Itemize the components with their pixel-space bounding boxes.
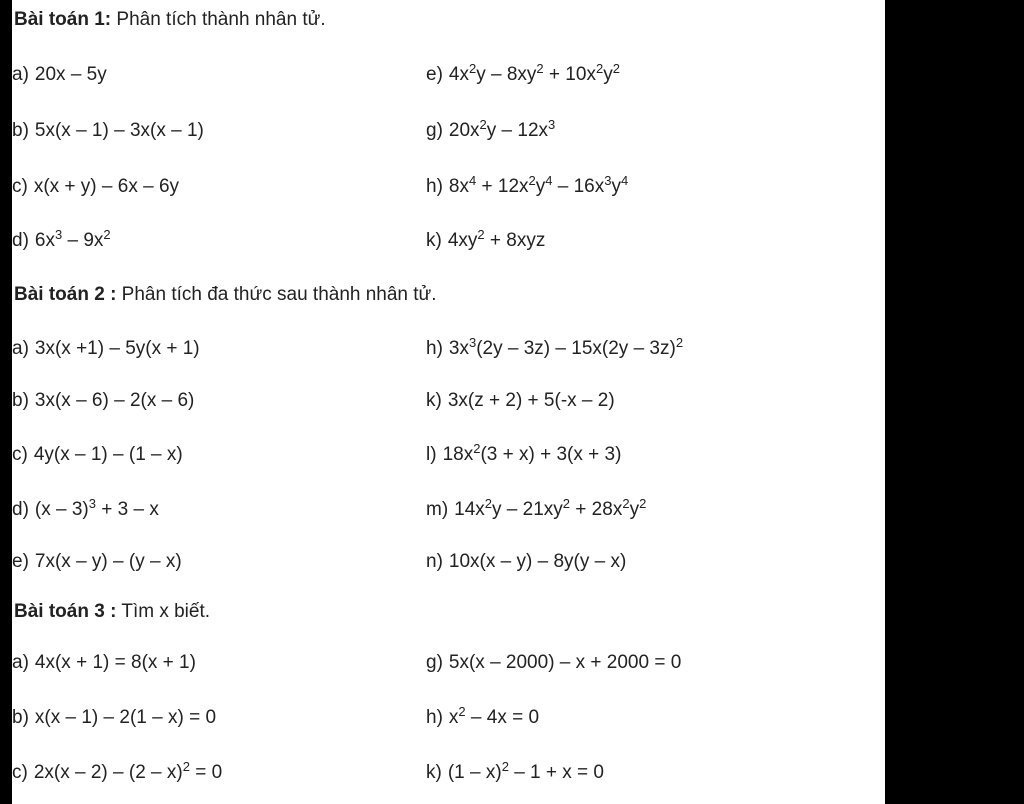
exponent: 2 — [477, 227, 485, 242]
exercise-item — [12, 337, 200, 361]
expression-text: x — [448, 707, 459, 728]
item-label: a) — [12, 64, 29, 85]
item-label: h) — [426, 338, 443, 359]
expression-text: 3x(x +1) – 5y(x + 1) — [34, 338, 200, 359]
expression-text: – 9x — [62, 230, 104, 251]
exercise-item — [426, 706, 539, 730]
item-label: d) — [12, 499, 29, 520]
expression-text: (x – 3) — [34, 499, 89, 520]
item-label: c) — [12, 444, 28, 465]
item-label: h) — [426, 176, 443, 197]
math-expression — [454, 496, 647, 520]
expression-text: y — [603, 64, 613, 85]
section2-title-text: Phân tích đa thức sau thành nhân tử. — [116, 284, 437, 305]
expression-text: y — [629, 499, 640, 520]
exercise-item — [426, 175, 628, 199]
math-expression — [35, 551, 182, 572]
exponent: 2 — [501, 759, 509, 774]
item-label: g) — [426, 652, 443, 673]
expression-text: 20x — [448, 120, 480, 141]
item-label: b) — [12, 390, 29, 411]
math-expression — [447, 759, 604, 783]
exercise-item — [12, 651, 196, 675]
exponent: 2 — [639, 496, 647, 511]
exercise-item — [12, 175, 179, 199]
expression-text: 6x — [34, 230, 55, 251]
item-label: d) — [12, 230, 29, 251]
document-page — [12, 0, 885, 804]
expression-text: 2x(x – 2) – (2 – x) — [33, 762, 183, 783]
math-expression — [35, 338, 200, 359]
exercise-item — [426, 443, 621, 467]
expression-text: x(x + y) – 6x – 6y — [33, 176, 180, 197]
exercise-item — [426, 651, 681, 675]
expression-text: y – 12x — [486, 120, 549, 141]
exercise-item — [12, 498, 159, 522]
item-label: b) — [12, 707, 29, 728]
exponent: 3 — [88, 496, 96, 511]
expression-text: 3x(z + 2) + 5(-x – 2) — [447, 390, 615, 411]
exponent: 3 — [54, 227, 63, 242]
item-label: m) — [426, 499, 449, 520]
math-expression — [34, 227, 111, 251]
exercise-item — [426, 337, 683, 361]
exercise-item — [426, 498, 646, 522]
section3-title-bold: Bài toán 3 : — [14, 601, 117, 622]
expression-text: y – 8xy — [476, 64, 537, 85]
expression-text: (1 – x) — [447, 762, 502, 783]
exercise-item — [12, 443, 183, 467]
item-label: l) — [426, 444, 437, 465]
item-label: a) — [12, 652, 29, 673]
expression-text: 4x(x + 1) = 8(x + 1) — [34, 652, 196, 673]
item-label: b) — [12, 120, 29, 141]
expression-text: (2y – 3z) – 15x(2y – 3z) — [476, 338, 676, 359]
item-label: e) — [426, 64, 443, 85]
item-label: k) — [426, 762, 442, 783]
math-expression — [448, 335, 684, 359]
item-label: g) — [426, 120, 443, 141]
math-expression — [35, 390, 194, 411]
exponent: 2 — [103, 227, 111, 242]
expression-text: (3 + x) + 3(x + 3) — [480, 444, 622, 465]
math-expression — [448, 704, 540, 728]
expression-text: y — [535, 176, 546, 197]
expression-text: 8x — [448, 176, 469, 197]
expression-text: + 28x — [570, 499, 623, 520]
math-expression — [442, 441, 622, 465]
exercise-item — [12, 119, 204, 143]
math-expression — [449, 551, 626, 572]
item-label: n) — [426, 551, 443, 572]
expression-text: y – 21xy — [492, 499, 563, 520]
exponent: 2 — [473, 441, 481, 456]
math-expression — [448, 117, 556, 141]
exponent: 2 — [612, 61, 620, 76]
exercise-item — [426, 761, 604, 785]
exponent: 2 — [479, 117, 487, 132]
expression-text: – 16x — [552, 176, 605, 197]
math-expression — [35, 652, 196, 673]
expression-text: 4x — [448, 64, 469, 85]
math-expression — [35, 64, 107, 85]
math-expression — [447, 227, 546, 251]
expression-text: 18x — [442, 444, 474, 465]
item-label: c) — [12, 176, 28, 197]
expression-text: 14x — [454, 499, 485, 520]
expression-text: y — [611, 176, 621, 197]
exponent: 2 — [484, 496, 493, 511]
math-expression — [448, 61, 620, 85]
expression-text: 4y(x – 1) – (1 – x) — [33, 444, 183, 465]
exponent: 2 — [182, 759, 190, 774]
item-label: h) — [426, 707, 443, 728]
section1-title-text: Phân tích thành nhân tử. — [111, 9, 326, 30]
exercise-item — [12, 229, 111, 253]
expression-text: + 10x — [543, 64, 596, 85]
expression-text: + 8xyz — [484, 230, 546, 251]
item-label: a) — [12, 338, 29, 359]
item-label: c) — [12, 762, 28, 783]
exercise-item — [12, 761, 222, 785]
math-expression — [449, 652, 681, 673]
expression-text: + 12x — [476, 176, 529, 197]
exponent: 2 — [675, 335, 684, 350]
exponent: 4 — [620, 173, 629, 188]
expression-text: 4xy — [447, 230, 478, 251]
math-expression — [35, 707, 216, 728]
exercise-item — [426, 389, 615, 413]
exponent: 2 — [468, 61, 477, 76]
exponent: 2 — [536, 61, 544, 76]
expression-text: 5x(x – 2000) – x + 2000 = 0 — [448, 652, 682, 673]
section3-title-text: Tìm x biết. — [116, 601, 211, 622]
section2-title-bold: Bài toán 2 : — [14, 284, 117, 305]
exponent: 3 — [468, 335, 477, 350]
item-label: e) — [12, 551, 29, 572]
section1-title — [14, 8, 326, 32]
section3-title — [14, 600, 210, 624]
math-expression — [33, 759, 223, 783]
exponent: 2 — [458, 704, 466, 719]
exponent: 3 — [548, 117, 556, 132]
left-border — [0, 0, 12, 804]
item-label: k) — [426, 230, 442, 251]
exponent: 4 — [468, 173, 477, 188]
expression-text: – 1 + x = 0 — [508, 762, 604, 783]
math-expression — [35, 120, 204, 141]
exercise-item — [426, 550, 626, 574]
exponent: 4 — [545, 173, 553, 188]
math-expression — [34, 176, 179, 197]
expression-text: + 3 – x — [96, 499, 159, 520]
exercise-item — [426, 119, 555, 143]
exercise-item — [12, 706, 216, 730]
exponent: 2 — [562, 496, 571, 511]
expression-text: 10x(x – y) – 8y(y – x) — [448, 551, 627, 572]
math-expression — [448, 173, 629, 197]
math-expression — [34, 496, 159, 520]
expression-text: 3x(x – 6) – 2(x – 6) — [34, 390, 195, 411]
section1-title-bold: Bài toán 1: — [14, 9, 112, 30]
expression-text: = 0 — [189, 762, 223, 783]
exponent: 2 — [622, 496, 630, 511]
expression-text: 5x(x – 1) – 3x(x – 1) — [34, 120, 204, 141]
math-expression — [34, 444, 183, 465]
expression-text: 20x – 5y — [34, 64, 107, 85]
exercise-item — [12, 63, 107, 87]
expression-text: – 4x = 0 — [465, 707, 540, 728]
exponent: 2 — [595, 61, 604, 76]
exponent: 3 — [604, 173, 612, 188]
item-label: k) — [426, 390, 442, 411]
expression-text: 3x — [448, 338, 469, 359]
exercise-item — [426, 63, 620, 87]
exponent: 2 — [528, 173, 536, 188]
exercise-item — [12, 389, 194, 413]
expression-text: x(x – 1) – 2(1 – x) = 0 — [34, 707, 217, 728]
exercise-item — [426, 229, 545, 253]
exercise-item — [12, 550, 182, 574]
section2-title — [14, 283, 437, 307]
math-expression — [448, 390, 615, 411]
expression-text: 7x(x – y) – (y – x) — [34, 551, 182, 572]
